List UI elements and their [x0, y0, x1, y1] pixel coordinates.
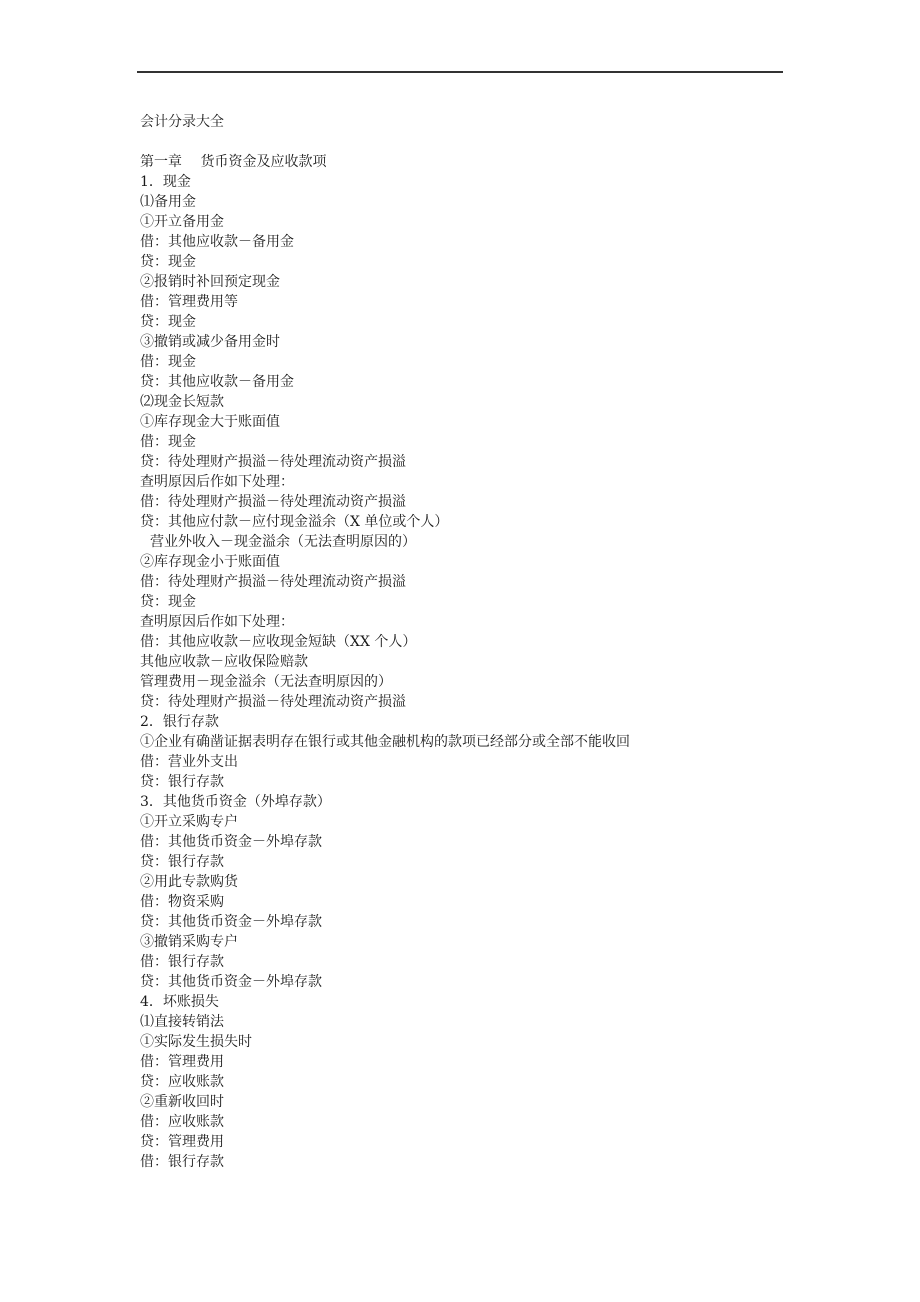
- header-rule: [137, 71, 783, 73]
- journal-entry-line: 借：其他应收款－应收现金短缺（XX 个人）: [140, 634, 417, 650]
- list-item: ②用此专款购货: [140, 874, 238, 890]
- body-text: 查明原因后作如下处理：: [140, 614, 294, 630]
- journal-entry-line: 借：其他货币资金－外埠存款: [140, 834, 322, 850]
- list-item: ③撤销或减少备用金时: [140, 334, 280, 350]
- list-item: ②报销时补回预定现金: [140, 274, 280, 290]
- body-text: 查明原因后作如下处理：: [140, 474, 294, 490]
- journal-entry-line: 贷：管理费用: [140, 1134, 224, 1150]
- chapter-heading: 第一章 货币资金及应收款项: [140, 154, 327, 170]
- list-item: ①企业有确凿证据表明存在银行或其他金融机构的款项已经部分或全部不能收回: [140, 734, 630, 750]
- journal-entry-line: 贷：银行存款: [140, 774, 224, 790]
- journal-entry-line: 贷：现金: [140, 314, 196, 330]
- section-heading: 4．坏账损失: [140, 994, 219, 1010]
- journal-entry-line: 贷：现金: [140, 594, 196, 610]
- list-item: ③撤销采购专户: [140, 934, 238, 950]
- journal-entry-line: 借：银行存款: [140, 1154, 224, 1170]
- journal-entry-line: 贷：其他货币资金－外埠存款: [140, 914, 322, 930]
- journal-entry-line: 贷：其他货币资金－外埠存款: [140, 974, 322, 990]
- section-heading: 1．现金: [140, 174, 191, 190]
- journal-entry-line: 借：银行存款: [140, 954, 224, 970]
- journal-entry-line: 管理费用－现金溢余（无法查明原因的）: [140, 674, 392, 690]
- section-heading: 2．银行存款: [140, 714, 219, 730]
- journal-entry-line: 借：现金: [140, 434, 196, 450]
- journal-entry-line: 借：待处理财产损溢－待处理流动资产损溢: [140, 494, 406, 510]
- journal-entry-line: 借：应收账款: [140, 1114, 224, 1130]
- document-title: 会计分录大全: [140, 114, 224, 130]
- spacer: [140, 132, 800, 152]
- document-body: [140, 172, 800, 1172]
- journal-entry-line: 借：管理费用: [140, 1054, 224, 1070]
- journal-entry-line: 借：现金: [140, 354, 196, 370]
- document-page: [140, 112, 800, 1172]
- list-item: ①库存现金大于账面值: [140, 414, 280, 430]
- section-heading: 3．其他货币资金（外埠存款）: [140, 794, 331, 810]
- journal-entry-line: 借：待处理财产损溢－待处理流动资产损溢: [140, 574, 406, 590]
- journal-entry-line: 贷：其他应收款－备用金: [140, 374, 294, 390]
- journal-entry-line: 贷：现金: [140, 254, 196, 270]
- list-item: ①开立采购专户: [140, 814, 238, 830]
- list-item: ①实际发生损失时: [140, 1034, 252, 1050]
- journal-entry-line: 借：营业外支出: [140, 754, 238, 770]
- journal-entry-line: 贷：其他应付款－应付现金溢余（X 单位或个人）: [140, 514, 449, 530]
- journal-entry-line: 借：其他应收款－备用金: [140, 234, 294, 250]
- journal-entry-line: 其他应收款－应收保险赔款: [140, 654, 308, 670]
- subsection-heading: ⑵现金长短款: [140, 394, 224, 410]
- journal-entry-line: 营业外收入－现金溢余（无法查明原因的）: [150, 534, 416, 550]
- list-item: ②重新收回时: [140, 1094, 224, 1110]
- journal-entry-line: 借：物资采购: [140, 894, 224, 910]
- subsection-heading: ⑴备用金: [140, 194, 196, 210]
- journal-entry-line: 贷：银行存款: [140, 854, 224, 870]
- list-item: ①开立备用金: [140, 214, 224, 230]
- journal-entry-line: 贷：应收账款: [140, 1074, 224, 1090]
- subsection-heading: ⑴直接转销法: [140, 1014, 224, 1030]
- list-item: ②库存现金小于账面值: [140, 554, 280, 570]
- journal-entry-line: 贷：待处理财产损溢－待处理流动资产损溢: [140, 454, 406, 470]
- journal-entry-line: 借：管理费用等: [140, 294, 238, 310]
- journal-entry-line: 贷：待处理财产损溢－待处理流动资产损溢: [140, 694, 406, 710]
